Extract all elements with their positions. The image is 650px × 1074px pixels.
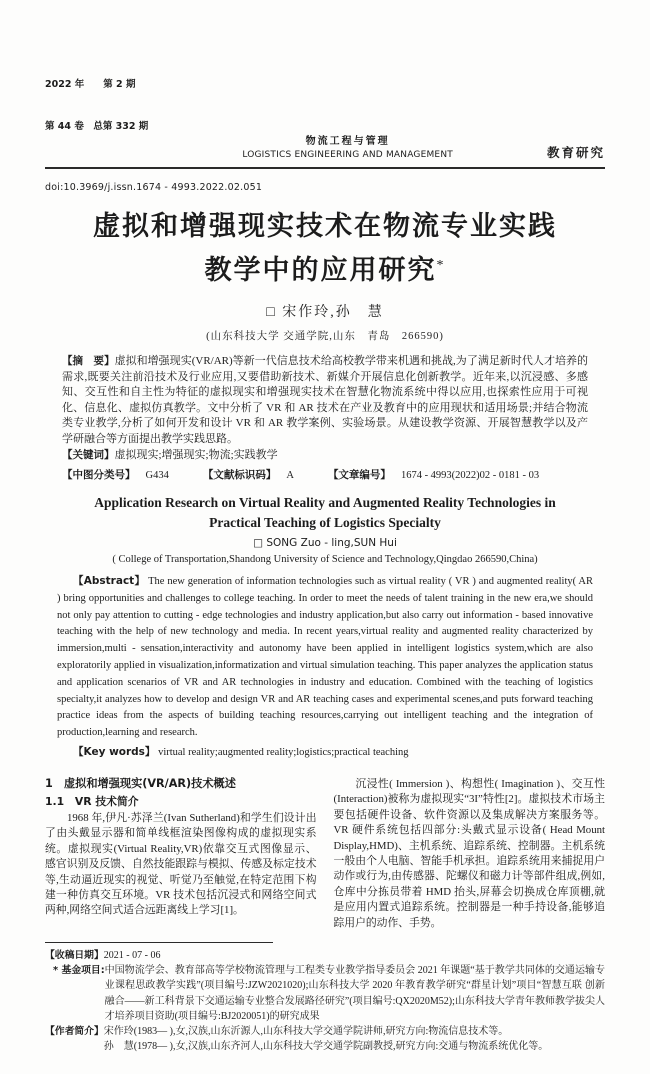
- received-date-value: 2021 - 07 - 06: [103, 950, 161, 962]
- section-1-1-paragraph: 1968 年,伊凡·苏泽兰(Ivan Sutherland)和学生们设计出了由头戴显示器和简单线框渲染图像构成的虚拟现实系统。虚拟现实(Virtual Reality,VR)依靠交互式图像显示、感官识别及反馈、自然技能跟踪与模拟、传感及标定技术等,生动逼近现实的视觉、听觉乃至触觉,在特定范围下构建一种仿真交互环境。VR 技术包括沉浸式和网络空间式两种,网络空间式适合远距离线上学习[1]。: [45, 811, 317, 917]
- author-bio-line-2: 孙 慧(1978— ),女,汉族,山东齐河人,山东科技大学交通学院副教授,研究方向:交通与物流系统优化等。: [103, 1041, 549, 1053]
- body-right-paragraph: 沉浸性( Immersion )、构想性( Imagination )、交互性(Interaction)被称为虚拟现实“3I”特性[2]。虚拟技术市场主要包括硬件设备、软件资源以及集成解决方案服务等。VR 硬件系统包括四部分:头戴式显示设备( Head Mount Display,HMD)、主机系统、追踪系统、控制器。主机系统一般由个人电脑、智能手机承担。追踪系统用来捕捉用户动作或行为,由传感器、陀螺仪和磁力计等部件组成,例如,仓库中分拣员带着 HMD 抬头,屏幕会切换成仓库顶棚,就是应用内置式追踪系统。控制器是一种手持设备,能够追踪用户的动作、手势。: [333, 777, 605, 929]
- keywords-en-label: 【Key words】: [73, 745, 156, 758]
- section-1-1-heading: 1.1 VR 技术简介: [45, 794, 139, 808]
- en-title-line-2: Practical Teaching of Logistics Specialty: [209, 515, 441, 530]
- article-title-cn: [45, 207, 605, 290]
- keywords-cn: [62, 448, 588, 463]
- received-date-label: 【收稿日期】: [45, 950, 104, 962]
- column-label: 教育研究: [546, 145, 605, 160]
- issue-info: [45, 50, 148, 162]
- fund-project-row: [53, 963, 605, 1024]
- doc-code-value: A: [286, 470, 294, 481]
- keywords-cn-text: 虚拟现实;增强现实;物流;实践教学: [114, 449, 278, 461]
- abstract-cn-text: 虚拟和增强现实(VR/AR)等新一代信息技术给高校教学带来机遇和挑战,为了满足新时代人才培养的需求,既要关注前沿技术及行业应用,又要借助新技术、新媒介开展信息化创新教学。近年来,以沉浸感、多感知、交互性和自主性为特征的虚拟现实和增强现实技术在智慧化物流系统中得以应用,也探索性应用于可视化、信息化、虚拟仿真教学。文中分析了 VR 和 AR 技术在产业及教育中的应用现状和适用场景;并结合物流类专业教学,分析了如何开发和设计 VR 和 AR 教学案例、实验场景。从建设教学资源、开展智慧教学以及产学研融合等方面提出教学实践思路。: [62, 355, 588, 445]
- author-bio-lines: [104, 1024, 548, 1054]
- doi-line: doi:10.3969/j.issn.1674 - 4993.2022.02.051: [45, 182, 263, 193]
- doc-code-label: 【文献标识码】: [202, 469, 277, 481]
- title-line-2: 教学中的应用研究: [204, 255, 437, 285]
- body-column-left: [45, 776, 317, 931]
- document-code: [203, 467, 294, 482]
- title-line-1: 虚拟和增强现实技术在物流专业实践: [93, 211, 557, 241]
- body-columns: [45, 776, 605, 931]
- abstract-cn: [62, 354, 588, 447]
- authors-cn: □ 宋作玲,孙 慧: [266, 305, 384, 320]
- fund-project-text: 中国物流学会、教育部高等学校物流管理与工程类专业教学指导委员会 2021 年课题“基于教学共同体的交通运输专业课程思政教学实践”(项目编号:JZW2021020);山东科技大学 2020 年教育教学研究“群星计划”项目“智慧互联 创新融合——新工科背景下交通运输专业整合发展路径研究”(项目编号:QX2020M52);山东科技大学青年教师教学拔尖人才培养项目资助(项目编号:BJ2020051)的研究成果: [104, 965, 605, 1022]
- issue-line-1: 2022 年 第 2 期: [45, 79, 136, 90]
- authors-en: □ SONG Zuo - ling,SUN Hui: [253, 537, 397, 549]
- abstract-en-text: The new generation of information technologies such as virtual reality ( VR ) and augmented reality( AR ) bring opportunities and challenges to college teaching. In order to meet the needs of talent training in the new era,we should not only pay attention to cutting - edge technologies and industry application,but also carry out information - based innovative teaching with the help of new technology and media. In recent years,virtual reality and augmented reality characterized by immersion,multi - sensation,interactivity and autonomy have been applied in intelligent logistics system,which are also exploratorily applied in visualization,informatization and virtual simulation teaching. This paper analyzes the application status and application scenarios of VR and AR technologies in industry and education. Combined with the teaching of logistics specialty,it analyzes how to develop and design VR and AR teaching cases and experimental scenes,and puts forward teaching practice ideas from the aspects of building teaching resources,carrying out intelligent teaching and the integration of production,learning and research.: [57, 576, 593, 739]
- article-title-en: [45, 493, 605, 533]
- article-id-value: 1674 - 4993(2022)02 - 0181 - 03: [400, 470, 540, 481]
- author-bio-row: [45, 1024, 605, 1054]
- keywords-cn-label: 【关键词】: [62, 449, 115, 461]
- footnote-rule: [45, 942, 273, 943]
- classification-row: [62, 467, 588, 482]
- received-date-row: [45, 948, 605, 963]
- author-bio-line-1: 宋作玲(1983— ),女,汉族,山东沂源人,山东科技大学交通学院讲师,研究方向:物流信息技术等。: [103, 1026, 509, 1038]
- article-id-label: 【文章编号】: [327, 469, 391, 481]
- keywords-en: [57, 744, 593, 759]
- clc-value: G434: [145, 470, 169, 481]
- body-column-right: [334, 776, 606, 931]
- header-rule: [45, 167, 605, 169]
- abstract-cn-label: 【摘 要】: [62, 355, 115, 367]
- footnote-block: [45, 948, 605, 1054]
- article-id: [328, 467, 539, 482]
- issue-line-2: 第 44 卷 总第 332 期: [45, 121, 149, 132]
- running-head: [45, 50, 605, 162]
- section-1-heading: 1 虚拟和增强现实(VR/AR)技术概述: [45, 776, 236, 790]
- author-bio-label: 【作者简介】: [45, 1026, 104, 1038]
- fund-project-label: * 基金项目:: [53, 965, 105, 977]
- affiliation-en: ( College of Transportation,Shandong University of Science and Technology,Qingdao 266590,China): [112, 554, 538, 565]
- journal-name-en: LOGISTICS ENGINEERING AND MANAGEMENT: [242, 150, 453, 160]
- abstract-en-label: 【Abstract】: [73, 575, 146, 587]
- abstract-en: [57, 573, 593, 742]
- clc-label: 【中图分类号】: [62, 469, 136, 481]
- keywords-en-text: virtual reality;augmented reality;logistics;practical teaching: [155, 746, 409, 758]
- en-title-line-1: Application Research on Virtual Reality and Augmented Reality Technologies in: [94, 495, 556, 510]
- journal-name: [242, 135, 453, 162]
- clc-number: [62, 467, 169, 482]
- affiliation-cn: (山东科技大学 交通学院,山东 青岛 266590): [206, 331, 444, 342]
- journal-name-cn: 物流工程与管理: [305, 136, 390, 147]
- title-footnote-marker: *: [436, 258, 446, 273]
